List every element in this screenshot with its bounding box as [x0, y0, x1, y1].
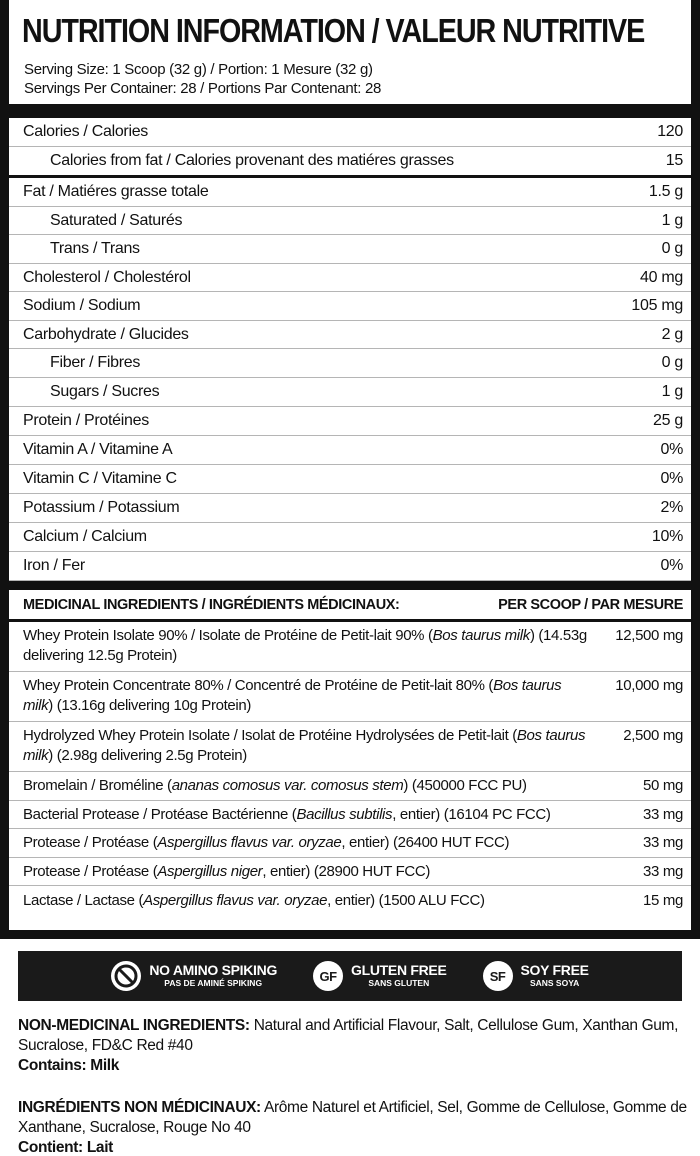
medicinal-amount: 12,500 mg: [615, 627, 683, 644]
medicinal-row: [9, 858, 691, 886]
badge-text: [149, 963, 277, 989]
ingredient-detail: ) (13.16g delivering 10g Protein): [48, 697, 252, 714]
nutrient-label: Sodium / Sodium: [23, 297, 141, 314]
medicinal-ingredient: [9, 833, 594, 853]
ingredient-name: Lactase / Lactase (: [23, 891, 144, 909]
nutrient-row: [9, 235, 691, 264]
nutrient-row: [9, 494, 691, 523]
badge: [313, 961, 446, 991]
badge-title: SOY FREE: [520, 962, 589, 978]
soy-free-icon: SF: [483, 961, 513, 991]
nutrient-value: 2%: [660, 499, 683, 516]
ingredient-source: Aspergillus niger: [157, 862, 263, 880]
medicinal-ingredient: [9, 726, 594, 766]
medicinal-ingredient: [9, 626, 594, 666]
medicinal-amount: 33 mg: [643, 862, 683, 880]
ingredient-source: Bos taurus milk: [23, 727, 586, 764]
nutrient-label: Iron / Fer: [23, 557, 85, 574]
medicinal-amount: 10,000 mg: [615, 677, 683, 694]
nutrient-label: Trans / Trans: [50, 240, 140, 257]
medicinal-row: [9, 772, 691, 801]
medicinal-amount: 33 mg: [643, 805, 683, 823]
nutrient-row: [9, 523, 691, 552]
nutrient-label: Calories / Calories: [23, 123, 149, 140]
medicinal-ingredient: [9, 776, 594, 796]
medicinal-row: [9, 722, 691, 772]
nutrient-value: 105 mg: [631, 297, 683, 314]
badge-text: [351, 963, 446, 989]
nutrient-label: Fat / Matiéres grasse totale: [23, 183, 209, 200]
nutrient-value: 10%: [651, 528, 683, 545]
ingredient-source: ananas comosus var. comosus stem: [171, 777, 404, 794]
medicinal-header: [9, 590, 691, 622]
contains-fr: Contient: Lait: [18, 1139, 113, 1156]
medicinal-row: [9, 801, 691, 829]
badge-subtitle: SANS SOYA: [529, 978, 580, 988]
medicinal-amount: 33 mg: [643, 834, 683, 851]
ingredient-detail: , entier) (26400 HUT FCC): [341, 834, 510, 851]
nutrient-value: 2 g: [661, 325, 683, 343]
badge-subtitle: PAS DE AMINÉ SPIKING: [164, 978, 263, 988]
gluten-free-icon: GF: [313, 961, 343, 991]
medicinal-row: [9, 829, 691, 858]
medicinal-row: [9, 622, 691, 672]
non-medicinal-ingredients-fr: [18, 1098, 688, 1156]
nutrient-value: 25 g: [653, 412, 683, 429]
servings-per-container: Servings Per Container: 28 / Portions Par Contenant: 28: [24, 80, 382, 97]
badge: [111, 961, 277, 991]
nutrient-label: Cholesterol / Cholestérol: [23, 268, 191, 286]
divider-thick: [9, 104, 691, 118]
ingredient-detail: , entier) (1500 ALU FCC): [327, 891, 485, 909]
nutrient-label: Potassium / Potassium: [23, 499, 180, 516]
nutrient-row: [9, 465, 691, 494]
nutrient-value: 0%: [660, 557, 683, 574]
ingredient-source: Aspergillus flavus var. oryzae: [143, 891, 328, 909]
ingredient-source: Aspergillus flavus var. oryzae: [157, 834, 342, 851]
ingredient-detail: ) (2.98g delivering 2.5g Protein): [48, 747, 247, 764]
nutrient-value: 0 g: [661, 354, 683, 371]
nutrient-row: [9, 207, 691, 235]
non-medicinal-text-fr: Arôme Naturel et Artificiel, Sel, Gomme de Cellulose, Gomme de Xanthane, Sucralose, Rouge No 40: [18, 1099, 687, 1136]
medicinal-ingredient: [9, 862, 594, 882]
nutrient-label: Calories from fat / Calories provenant des matiéres grasses: [50, 152, 454, 169]
nutrient-value: 15: [665, 152, 683, 169]
nutrient-value: 1.5 g: [648, 183, 683, 200]
nutrient-value: 1 g: [661, 211, 683, 229]
badge-text: [521, 963, 589, 989]
nutrient-row: [9, 321, 691, 349]
non-medicinal-text-en: Natural and Artificial Flavour, Salt, Cellulose Gum, Xanthan Gum, Sucralose, FD&C Red #40: [18, 1017, 679, 1054]
nutrient-label: Carbohydrate / Glucides: [23, 325, 189, 343]
ingredient-detail: ) (450000 FCC PU): [403, 777, 527, 794]
medicinal-header-label: MEDICINAL INGREDIENTS / INGRÉDIENTS MÉDICINAUX:: [23, 596, 400, 613]
nutrient-label: Calcium / Calcium: [23, 528, 147, 545]
nutrient-value: 0 g: [661, 240, 683, 257]
medicinal-row: [9, 886, 691, 915]
nutrient-label: Saturated / Saturés: [50, 211, 183, 229]
nutrient-value: 0%: [660, 470, 683, 487]
medicinal-row: [9, 672, 691, 722]
nutrient-row: [9, 407, 691, 436]
nutrient-label: Vitamin A / Vitamine A: [23, 441, 173, 458]
non-medicinal-ingredients-en: [18, 1016, 688, 1076]
medicinal-ingredient: [9, 891, 594, 911]
ingredient-name: Whey Protein Isolate 90% / Isolate de Protéine de Petit-lait 90% (: [23, 627, 433, 644]
nutrient-row: [9, 147, 691, 178]
nutrient-label: Vitamin C / Vitamine C: [23, 470, 177, 487]
ingredient-detail: ) (14.53g delivering 12.5g Protein): [23, 627, 587, 664]
medicinal-amount: 50 mg: [643, 777, 683, 794]
nutrient-row: [9, 436, 691, 465]
ingredient-source: Bos taurus milk: [432, 627, 530, 644]
ingredient-name: Whey Protein Concentrate 80% / Concentré de Protéine de Petit-lait 80% (: [23, 677, 494, 694]
nutrient-value: 120: [657, 123, 683, 140]
badge-bar: [18, 951, 682, 1001]
medicinal-ingredient: [9, 805, 594, 825]
page-title: NUTRITION INFORMATION / VALEUR NUTRITIVE: [22, 12, 645, 49]
nutrient-row: [9, 264, 691, 292]
badge: [483, 961, 589, 991]
badge-title: GLUTEN FREE: [351, 962, 447, 978]
medicinal-ingredient: [9, 676, 594, 716]
nutrient-row: [9, 178, 691, 207]
badge-subtitle: SANS GLUTEN: [368, 978, 430, 988]
medicinal-amount: 2,500 mg: [623, 727, 683, 744]
ingredient-name: Bacterial Protease / Protéase Bactérienne (: [23, 805, 297, 823]
nutrient-row: [9, 349, 691, 378]
medicinal-amount: 15 mg: [643, 891, 683, 909]
ingredient-source: Bacillus subtilis: [296, 805, 393, 823]
ingredient-detail: , entier) (16104 PC FCC): [392, 805, 551, 823]
nutrient-value: 0%: [660, 441, 683, 458]
non-medicinal-heading-fr: INGRÉDIENTS NON MÉDICINAUX:: [18, 1099, 261, 1116]
nutrient-value: 40 mg: [640, 268, 683, 286]
nutrient-row: [9, 378, 691, 407]
no-symbol-icon: [111, 961, 141, 991]
ingredient-name: Protease / Protéase (: [23, 834, 158, 851]
non-medicinal-heading-en: NON-MEDICINAL INGREDIENTS:: [18, 1017, 250, 1034]
nutrient-row: [9, 118, 691, 147]
nutrient-label: Fiber / Fibres: [50, 354, 141, 371]
nutrient-label: Protein / Protéines: [23, 412, 149, 429]
nutrient-label: Sugars / Sucres: [50, 383, 160, 400]
ingredient-name: Hydrolyzed Whey Protein Isolate / Isolat de Protéine Hydrolysées de Petit-lait (: [23, 727, 517, 744]
contains-en: Contains: Milk: [18, 1057, 120, 1074]
ingredient-name: Protease / Protéase (: [23, 862, 158, 880]
ingredient-name: Bromelain / Broméline (: [23, 777, 172, 794]
ingredient-source: Bos taurus milk: [23, 677, 562, 714]
ingredient-detail: , entier) (28900 HUT FCC): [262, 862, 431, 880]
nutrient-row: [9, 552, 691, 581]
divider-thick: [9, 581, 691, 590]
badge-title: NO AMINO SPIKING: [149, 962, 278, 978]
nutrient-value: 1 g: [661, 383, 683, 400]
serving-size: Serving Size: 1 Scoop (32 g) / Portion: 1 Mesure (32 g): [24, 61, 373, 78]
medicinal-header-value: PER SCOOP / PAR MESURE: [498, 596, 683, 613]
nutrient-row: [9, 292, 691, 321]
